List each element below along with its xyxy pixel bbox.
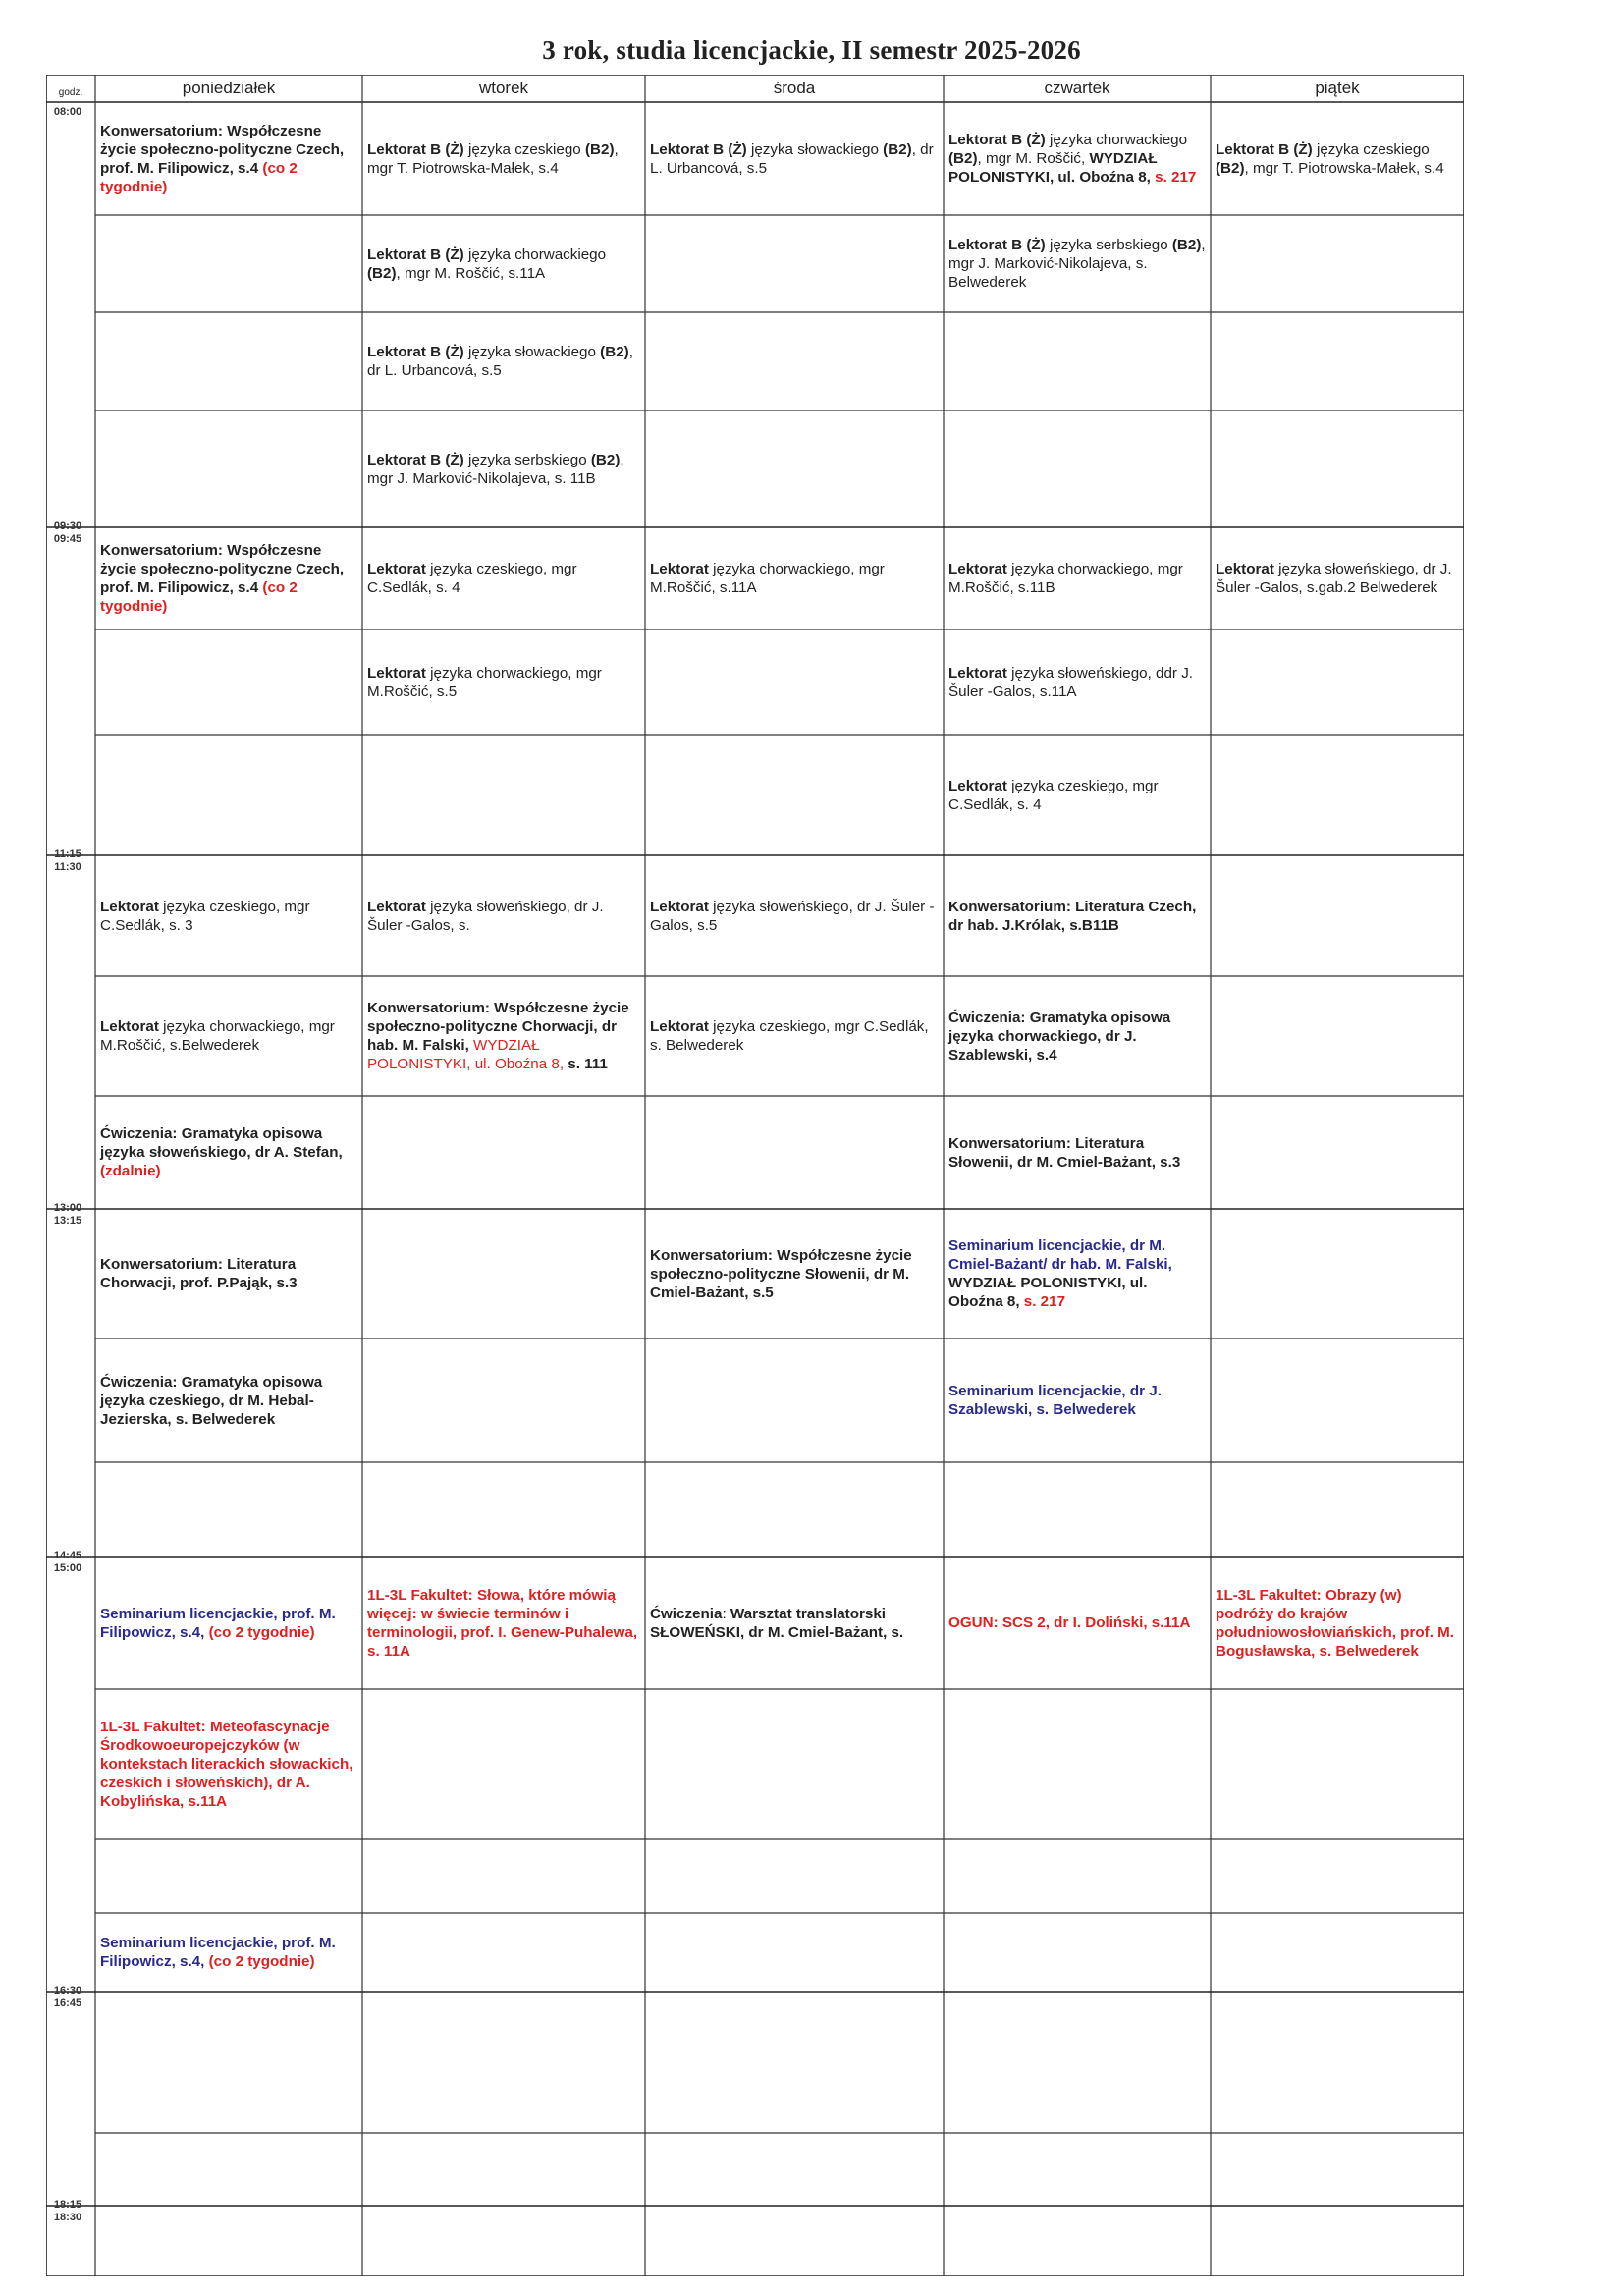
entry-text: Konwersatorium: Współczesne życie społeczno-polityczne Słowenii, dr M. Cmiel-Bażant, s.5	[650, 1246, 912, 1301]
entry-text: (B2)	[367, 264, 397, 282]
class-entry	[1211, 102, 1464, 215]
entry-text: języka słoweńskiego, dr J. Šuler -Galos, s.5	[650, 898, 935, 934]
entry-text: języka czeskiego, mgr C.Sedlák, s. 4	[948, 777, 1159, 813]
entry-text: WYDZIAŁ POLONISTYKI, ul. Oboźna 8,	[948, 1275, 1148, 1310]
entry-text: Lektorat	[650, 1018, 709, 1035]
entry-text: Lektorat B (Ż)	[948, 132, 1046, 148]
entry-text: Lektorat B (Ż)	[948, 237, 1046, 253]
entry-text: Lektorat	[367, 898, 426, 915]
entry-text: 1L-3L Fakultet: Meteofascynacje Środkowoeuropejczyków (w kontekstach literackich słowackich, czeskich i słoweńskich), dr A. Kobylińska, s.11A	[100, 1719, 353, 1810]
entry-text: s. 217	[1023, 1293, 1066, 1310]
day-header-4: czwartek	[1044, 79, 1110, 97]
time-label: 18:15	[53, 2199, 82, 2211]
entry-text: języka czeskiego, mgr C.Sedlák, s. Belwederek	[650, 1018, 929, 1054]
time-label: 16:30	[53, 1985, 82, 1996]
time-label: 11:30	[54, 861, 81, 873]
entry-text: języka czeskiego	[1312, 140, 1430, 158]
entry-text: języka słoweńskiego, dr J. Šuler -Galos, s.gab.2 Belwederek	[1216, 561, 1452, 596]
entry-text: Lektorat	[650, 561, 709, 577]
entry-text: języka czeskiego	[463, 140, 585, 158]
entry-text: Seminarium licencjackie, prof. M. Filipowicz, s.4,	[100, 1935, 336, 1970]
entry-text: języka chorwackiego, mgr M.Roščić, s.5	[367, 664, 602, 700]
class-entry	[645, 1209, 944, 1339]
entry-text: Seminarium licencjackie, dr J. Szablewski, s. Belwederek	[948, 1383, 1162, 1418]
entry-text: :	[722, 1605, 730, 1622]
class-entry	[95, 976, 362, 1096]
day-header-5: piątek	[1315, 79, 1360, 97]
entry-text: języka czeskiego, mgr C.Sedlák, s. 3	[100, 898, 310, 934]
class-entry	[362, 527, 645, 629]
entry-text: języka czeskiego, mgr C.Sedlák, s. 4	[367, 561, 577, 596]
entry-text: (co 2 tygodnie)	[100, 159, 298, 195]
entry-text: (B2)	[600, 344, 629, 360]
class-entry	[944, 976, 1211, 1096]
entry-text: WYDZIAŁ POLONISTYKI, ul. Oboźna 8,	[367, 1037, 568, 1072]
time-label: 18:30	[53, 2212, 82, 2223]
entry-text: Ćwiczenia	[650, 1605, 723, 1622]
entry-text: języka chorwackiego, mgr M.Roščić, s.11B	[948, 561, 1183, 596]
class-entry	[944, 215, 1211, 312]
class-entry	[944, 629, 1211, 735]
entry-text: Ćwiczenia: Gramatyka opisowa języka słoweńskiego, dr A. Stefan,	[100, 1125, 343, 1161]
class-entry	[944, 1339, 1211, 1462]
class-entry	[645, 1557, 944, 1689]
entry-text: Lektorat	[948, 777, 1007, 794]
class-entry	[362, 410, 645, 527]
entry-text: Lektorat B (Ż)	[367, 451, 464, 468]
class-entry	[1211, 1557, 1464, 1689]
class-entry	[362, 102, 645, 215]
entry-text: języka słoweńskiego, ddr J. Šuler -Galos, s.11A	[948, 664, 1194, 700]
entry-text: (B2)	[948, 150, 978, 167]
class-entry	[95, 1913, 362, 1992]
entry-text: s. 217	[1155, 169, 1197, 186]
entry-text: Lektorat	[100, 898, 159, 915]
class-entry	[1211, 527, 1464, 629]
day-header-3: środa	[773, 79, 816, 97]
time-label: 08:00	[53, 106, 82, 118]
class-entry	[362, 976, 645, 1096]
day-header-1: poniedziałek	[182, 79, 276, 97]
entry-text: (B2)	[584, 140, 615, 158]
entry-text: Konwersatorium: Współczesne życie społeczno-polityczne Chorwacji, dr hab. M. Falski,	[367, 1000, 629, 1054]
entry-text: 1L-3L Fakultet: Słowa, które mówią więcej: w świecie terminów i terminologii, prof. I. Genew-Puhalewa, s. 11A	[367, 1586, 638, 1660]
entry-text: Konwersatorium: Współczesne życie społeczno-polityczne Czech, prof. M. Filipowicz, s.4	[100, 122, 345, 177]
class-entry	[645, 855, 944, 976]
class-entry	[944, 1209, 1211, 1339]
time-label: 09:45	[53, 533, 82, 545]
entry-text: Konwersatorium: Literatura Czech, dr hab. J.Królak, s.B11B	[948, 898, 1197, 934]
class-entry	[944, 527, 1211, 629]
entry-text: języka chorwackiego	[1045, 132, 1188, 148]
day-header-2: wtorek	[478, 79, 529, 97]
time-label: 09:30	[53, 520, 82, 532]
class-entry	[362, 1557, 645, 1689]
entry-text: , mgr J. Marković-Nikolajeva, s. 11B	[367, 451, 624, 487]
entry-text: Lektorat	[367, 664, 426, 682]
entry-text: Warsztat translatorski SŁOWEŃSKI, dr M. Cmiel-Bażant, s.	[650, 1605, 904, 1641]
entry-text: Lektorat B (Ż)	[367, 344, 464, 360]
entry-text: Konwersatorium: Literatura Chorwacji, prof. P.Pająk, s.3	[100, 1256, 298, 1291]
class-entry	[645, 102, 944, 215]
entry-text: , mgr T. Piotrowska-Małek, s.4	[1244, 159, 1444, 177]
entry-text: Lektorat	[100, 1018, 159, 1035]
class-entry	[95, 855, 362, 976]
class-entry	[645, 976, 944, 1096]
entry-text: Lektorat	[367, 561, 426, 577]
entry-text: Lektorat B (Ż)	[1216, 140, 1313, 158]
class-entry	[362, 312, 645, 410]
entry-text: Lektorat B (Ż)	[650, 140, 747, 158]
entry-text: , mgr M. Roščić, s.11A	[396, 264, 546, 282]
class-entry	[95, 1096, 362, 1209]
entry-text: Lektorat	[948, 561, 1007, 577]
entry-text: języka serbskiego	[463, 451, 591, 468]
class-entry	[95, 1557, 362, 1689]
entry-text: Lektorat	[650, 898, 709, 915]
entry-text: OGUN: SCS 2, dr I. Doliński, s.11A	[948, 1614, 1191, 1631]
class-entry	[944, 735, 1211, 855]
entry-text: Lektorat	[1216, 561, 1274, 577]
class-entry	[645, 527, 944, 629]
entry-text: języka chorwackiego, mgr M.Roščić, s.Belwederek	[100, 1018, 335, 1054]
entry-text: Konwersatorium: Współczesne życie społeczno-polityczne Czech, prof. M. Filipowicz, s.4	[100, 542, 345, 596]
entry-text: Konwersatorium: Literatura Słowenii, dr M. Cmiel-Bażant, s.3	[948, 1134, 1181, 1171]
entry-text: Lektorat B (Ż)	[367, 140, 464, 158]
entry-text: Lektorat B (Ż)	[367, 246, 464, 263]
entry-text: Ćwiczenia: Gramatyka opisowa języka czeskiego, dr M. Hebal-Jezierska, s. Belwederek	[100, 1373, 323, 1428]
entry-text: (B2)	[1216, 159, 1245, 177]
timetable-grid	[46, 75, 1464, 2276]
class-entry	[944, 102, 1211, 215]
entry-text: , mgr T. Piotrowska-Małek, s.4	[367, 140, 619, 177]
class-entry	[362, 629, 645, 735]
entry-text: , dr L. Urbancová, s.5	[650, 140, 934, 177]
entry-text: (zdalnie)	[100, 1163, 161, 1179]
entry-text: (B2)	[883, 140, 912, 158]
entry-text: języka słowackiego	[746, 140, 884, 158]
time-label: 13:00	[53, 1202, 82, 1214]
page-title: 3 rok, studia licencjackie, II semestr 2025-2026	[542, 35, 1081, 65]
entry-text: Seminarium licencjackie, prof. M. Filipowicz, s.4,	[100, 1605, 336, 1641]
class-entry	[362, 215, 645, 312]
entry-text: s. 111	[568, 1056, 608, 1072]
time-label: 16:45	[53, 1997, 82, 2009]
entry-text: języka słowackiego	[463, 344, 601, 360]
class-entry	[95, 1689, 362, 1839]
entry-text: języka serbskiego	[1045, 237, 1172, 253]
class-entry	[362, 855, 645, 976]
class-entry	[95, 527, 362, 629]
time-label: 11:15	[54, 848, 81, 860]
time-label: 15:00	[53, 1562, 82, 1574]
entry-text: Seminarium licencjackie, dr M. Cmiel-Bażant/ dr hab. M. Falski,	[948, 1237, 1172, 1273]
header-godz: godz.	[58, 87, 83, 98]
entry-text: języka słoweńskiego, dr J. Šuler -Galos, s.	[367, 898, 604, 934]
entry-text: Ćwiczenia: Gramatyka opisowa języka chorwackiego, dr J. Szablewski, s.4	[948, 1009, 1171, 1064]
entry-text: (co 2 tygodnie)	[208, 1623, 315, 1641]
entry-text: (B2)	[1171, 237, 1202, 253]
entry-text: (co 2 tygodnie)	[208, 1953, 315, 1970]
class-entry	[944, 1557, 1211, 1689]
class-entry	[944, 855, 1211, 976]
entry-text: , mgr J. Marković-Nikolajeva, s. Belwederek	[948, 237, 1206, 291]
entry-text: (co 2 tygodnie)	[100, 579, 298, 615]
class-entry	[95, 1339, 362, 1462]
entry-text: Lektorat	[948, 664, 1007, 682]
time-label: 14:45	[53, 1550, 82, 1561]
class-entry	[95, 1209, 362, 1339]
entry-text: WYDZIAŁ POLONISTYKI, ul. Oboźna 8,	[948, 150, 1158, 186]
time-label: 13:15	[53, 1215, 82, 1227]
entry-text: , dr L. Urbancová, s.5	[367, 344, 633, 379]
entry-text: , mgr M. Roščić,	[977, 150, 1090, 167]
class-entry	[944, 1096, 1211, 1209]
entry-text: 1L-3L Fakultet: Obrazy (w) podróży do krajów południowosłowiańskich, prof. M. Bogusławska, s. Belwederek	[1216, 1586, 1454, 1660]
entry-text: języka chorwackiego	[463, 246, 607, 263]
class-entry	[95, 102, 362, 215]
entry-text: języka chorwackiego, mgr M.Roščić, s.11A	[650, 561, 885, 596]
entry-text: (B2)	[590, 451, 621, 468]
